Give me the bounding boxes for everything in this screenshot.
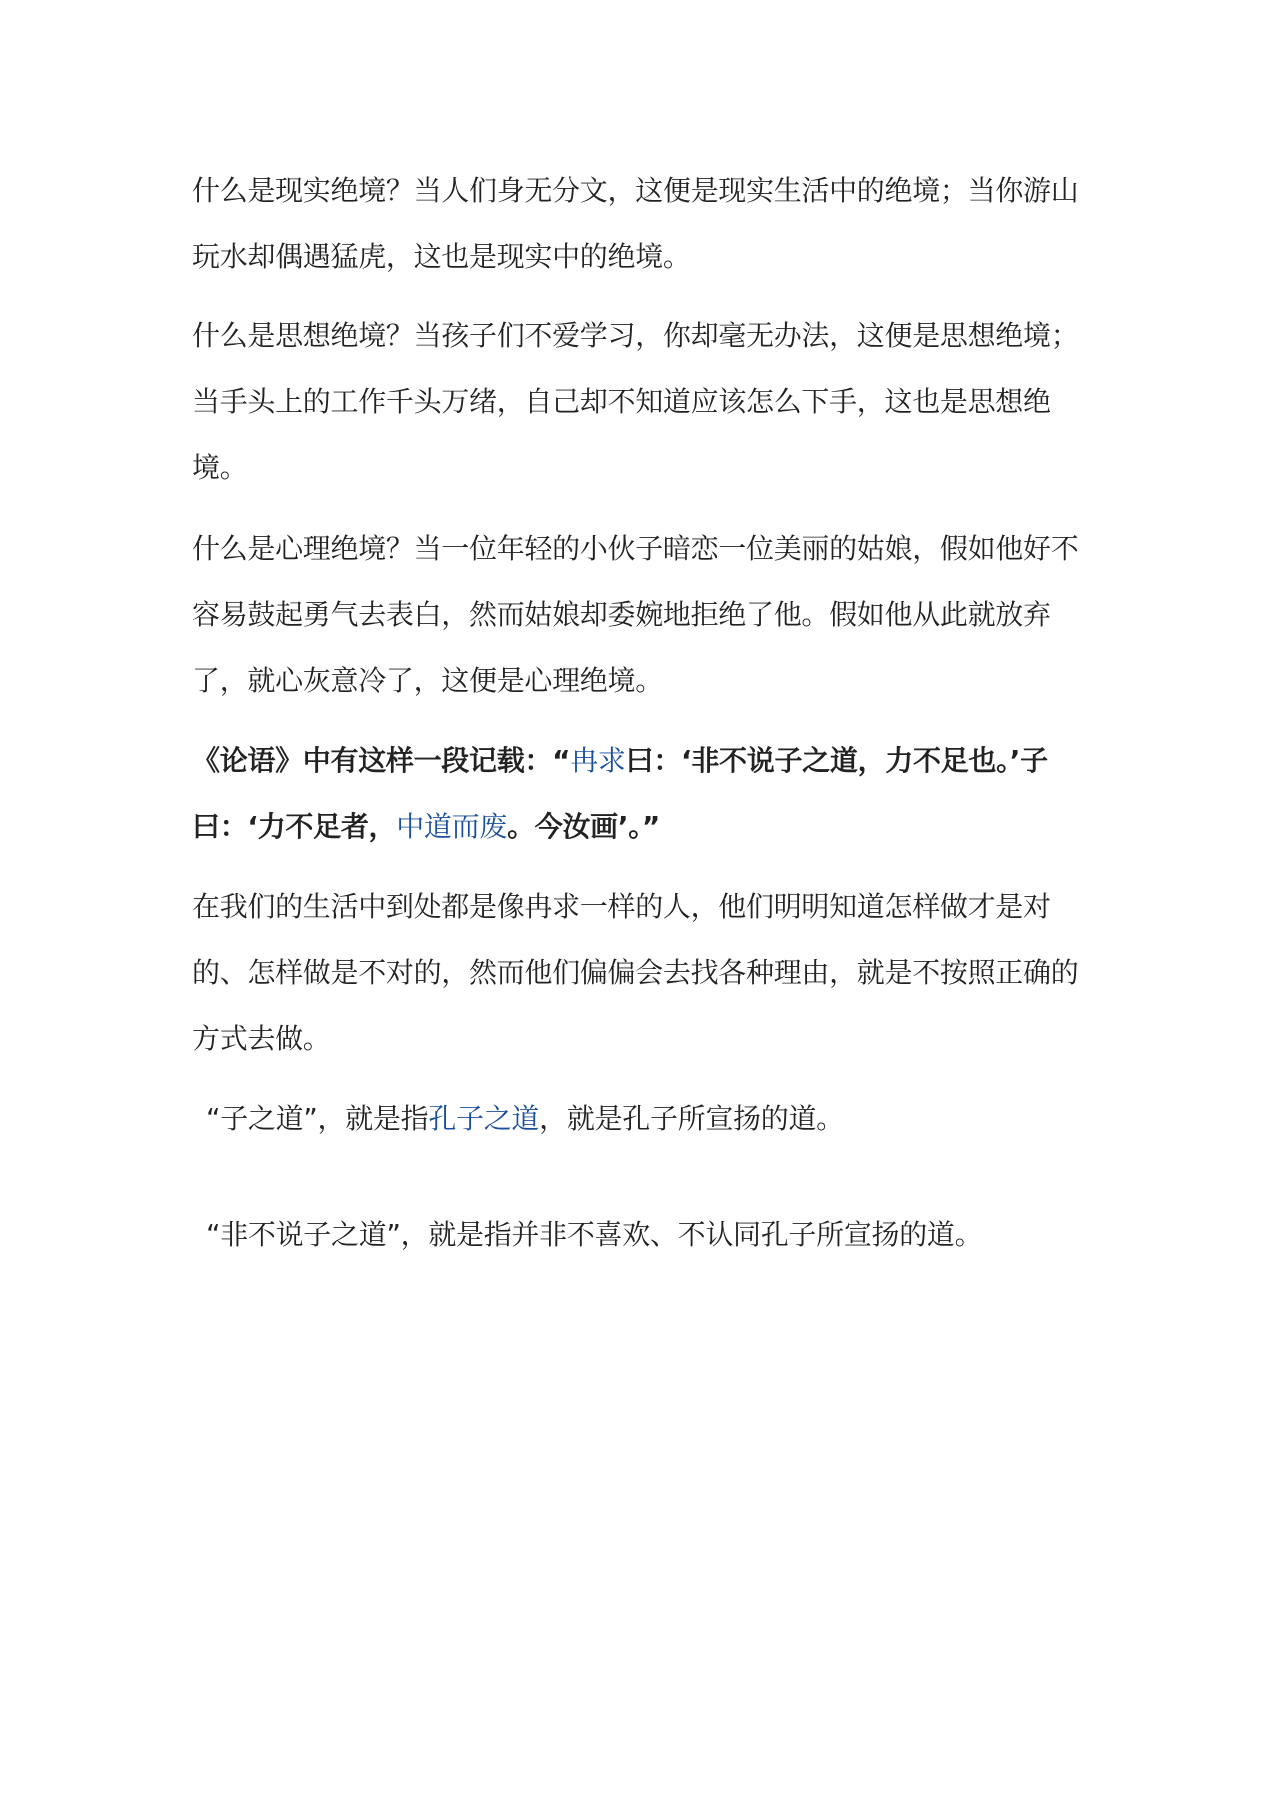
paragraph-zi-zhi-dao	[192, 1086, 1087, 1152]
quote-text-middle: 曰：‘非不说子之道，力不足也。’子曰：‘力不足者，	[192, 744, 1048, 843]
paragraph-fei-bu-yue: “非不说子之道”，就是指并非不喜欢、不认同孔子所宣扬的道。	[206, 1218, 983, 1251]
quote-text-end: 。今汝画’。”	[507, 810, 661, 843]
quote-text-intro: 《论语》中有这样一段记载：“	[192, 744, 571, 777]
p6-text-end: ，就是孔子所宣扬的道。	[539, 1102, 844, 1135]
p6-text-intro: “子之道”，就是指	[206, 1102, 429, 1135]
paragraph-people-like-ran-qiu: 在我们的生活中到处都是像冉求一样的人，他们明明知道怎样做才是对的、怎样做是不对的，然而他们偏偏会去找各种理由，就是不按照正确的方式去做。	[192, 890, 1079, 1055]
link-kongzi-zhi-dao[interactable]: 孔子之道	[428, 1102, 540, 1135]
paragraph-reality-dilemma: 什么是现实绝境？当人们身无分文，这便是现实生活中的绝境；当你游山玩水却偶遇猛虎，这也是现实中的绝境。	[192, 174, 1079, 273]
paragraph-analects-quote	[192, 728, 1087, 860]
link-ran-qiu[interactable]: 冉求	[570, 744, 626, 777]
paragraph-thought-dilemma: 什么是思想绝境？当孩子们不爱学习，你却毫无办法，这便是思想绝境；当手头上的工作千头万绪，自己却不知道应该怎么下手，这也是思想绝境。	[192, 319, 1079, 484]
link-zhong-dao-er-fei[interactable]: 中道而废	[396, 810, 508, 843]
paragraph-psychological-dilemma: 什么是心理绝境？当一位年轻的小伙子暗恋一位美丽的姑娘，假如他好不容易鼓起勇气去表白，然而姑娘却委婉地拒绝了他。假如他从此就放弃了，就心灰意冷了，这便是心理绝境。	[192, 532, 1079, 697]
